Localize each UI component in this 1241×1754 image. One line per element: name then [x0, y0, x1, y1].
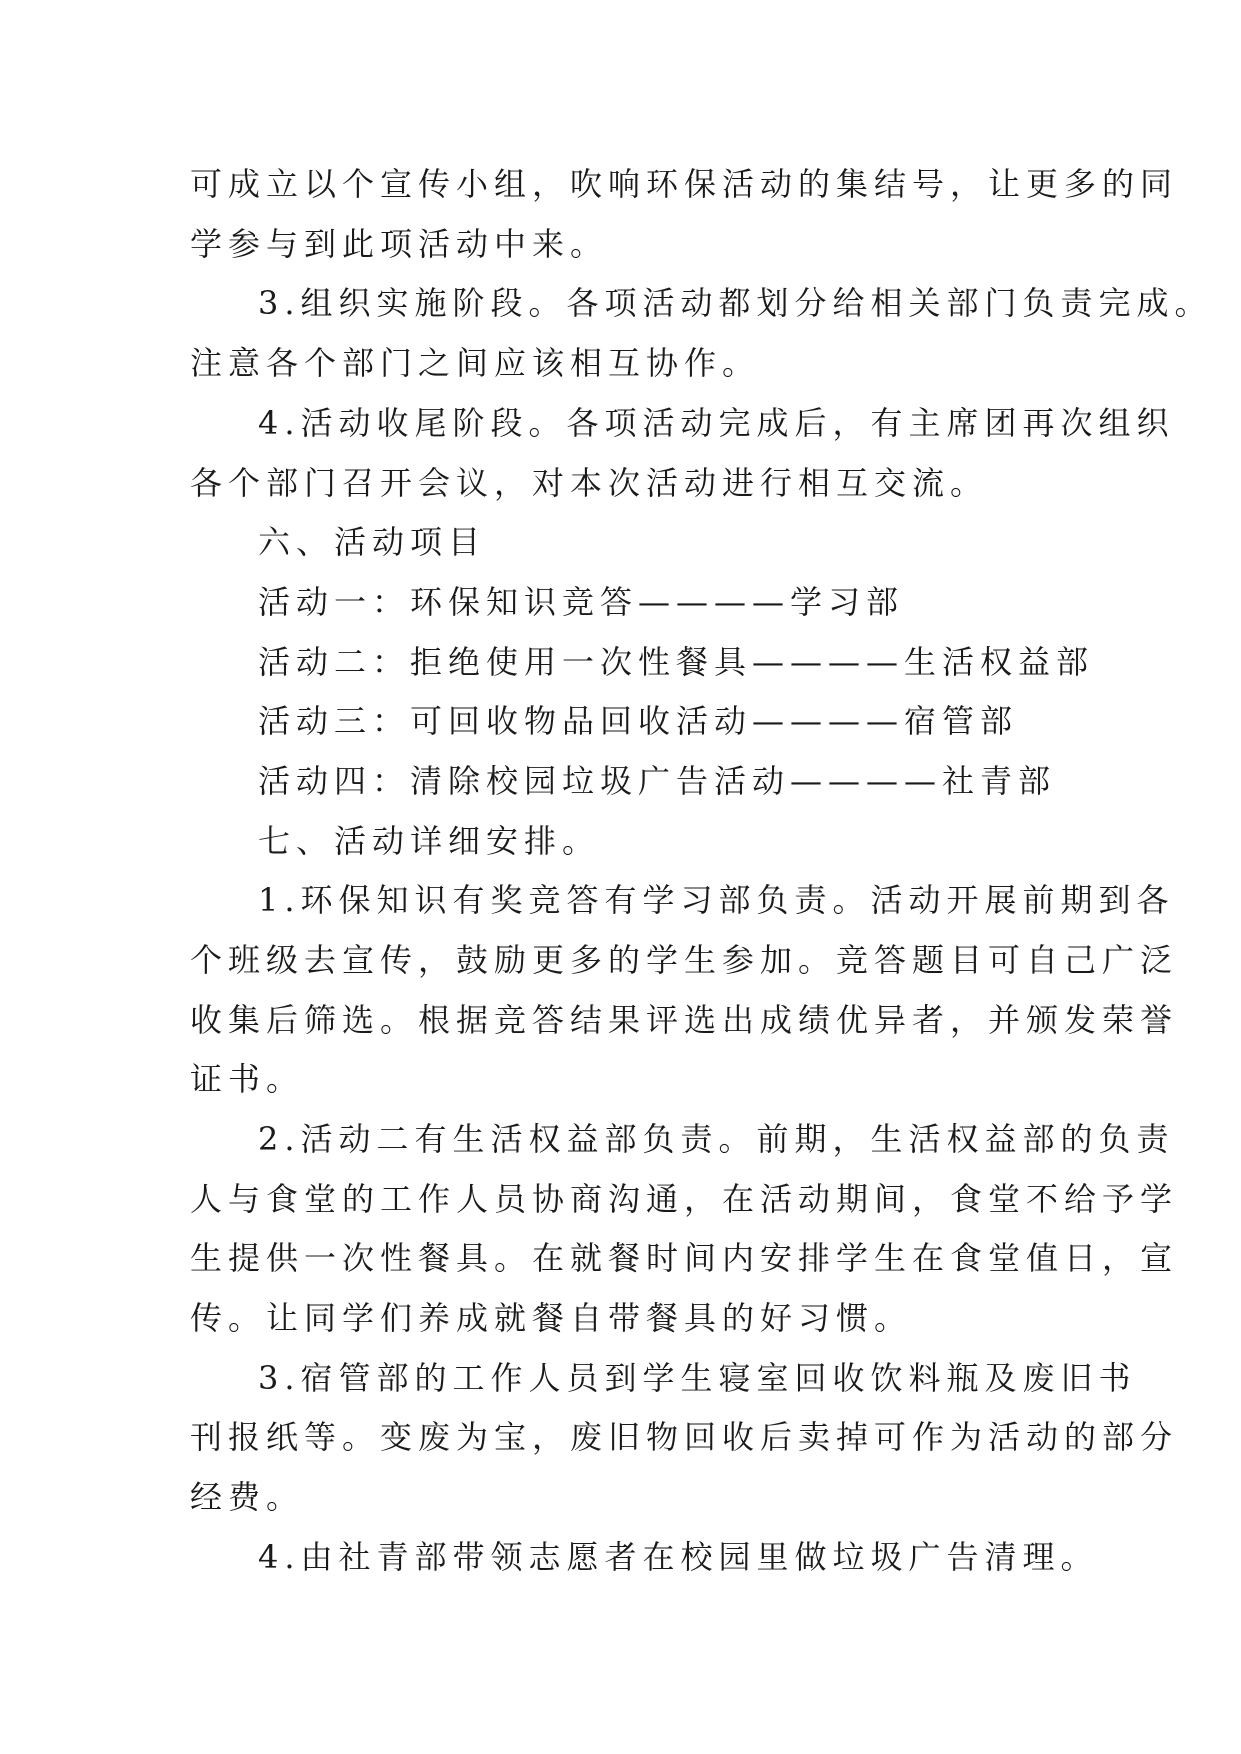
paragraph-line: 生提供一次性餐具。在就餐时间内安排学生在食堂值日，宣 [190, 1239, 1179, 1277]
section-heading: 七、活动详细安排。 [258, 822, 601, 860]
paragraph-line: 个班级去宣传，鼓励更多的学生参加。竞答题目可自己广泛 [190, 941, 1179, 979]
paragraph-line: 学参与到此项活动中来。 [190, 225, 609, 263]
paragraph-line: 证书。 [190, 1060, 305, 1098]
paragraph-line: 注意各个部门之间应该相互协作。 [190, 344, 761, 382]
paragraph-line: 3.组织实施阶段。各项活动都划分给相关部门负责完成。 [258, 284, 1213, 322]
paragraph-line: 刊报纸等。变废为宝，废旧物回收后卖掉可作为活动的部分 [190, 1418, 1179, 1456]
paragraph-line: 3.宿管部的工作人员到学生寝室回收饮料瓶及废旧书 [258, 1359, 1137, 1397]
activity-item: 活动四：清除校园垃圾广告活动————社青部 [258, 762, 1057, 800]
paragraph-line: 可成立以个宣传小组，吹响环保活动的集结号，让更多的同 [190, 165, 1179, 203]
activity-item: 活动一：环保知识竞答————学习部 [258, 583, 905, 621]
paragraph-line: 经费。 [190, 1478, 305, 1516]
paragraph-line: 1.环保知识有奖竞答有学习部负责。活动开展前期到各 [258, 881, 1175, 919]
paragraph-line: 传。让同学们养成就餐自带餐具的好习惯。 [190, 1299, 913, 1337]
paragraph-line: 收集后筛选。根据竞答结果评选出成绩优异者，并颁发荣誉 [190, 1001, 1179, 1039]
paragraph-line: 2.活动二有生活权益部负责。前期，生活权益部的负责 [258, 1120, 1175, 1158]
paragraph-line: 人与食堂的工作人员协商沟通，在活动期间，食堂不给予学 [190, 1180, 1179, 1218]
section-heading: 六、活动项目 [258, 523, 487, 561]
paragraph-line: 各个部门召开会议，对本次活动进行相互交流。 [190, 464, 989, 502]
activity-item: 活动二：拒绝使用一次性餐具————生活权益部 [258, 643, 1095, 681]
paragraph-line: 4.活动收尾阶段。各项活动完成后，有主席团再次组织 [258, 404, 1175, 442]
paragraph-line: 4.由社青部带领志愿者在校园里做垃圾广告清理。 [258, 1538, 1099, 1576]
activity-item: 活动三：可回收物品回收活动————宿管部 [258, 702, 1019, 740]
